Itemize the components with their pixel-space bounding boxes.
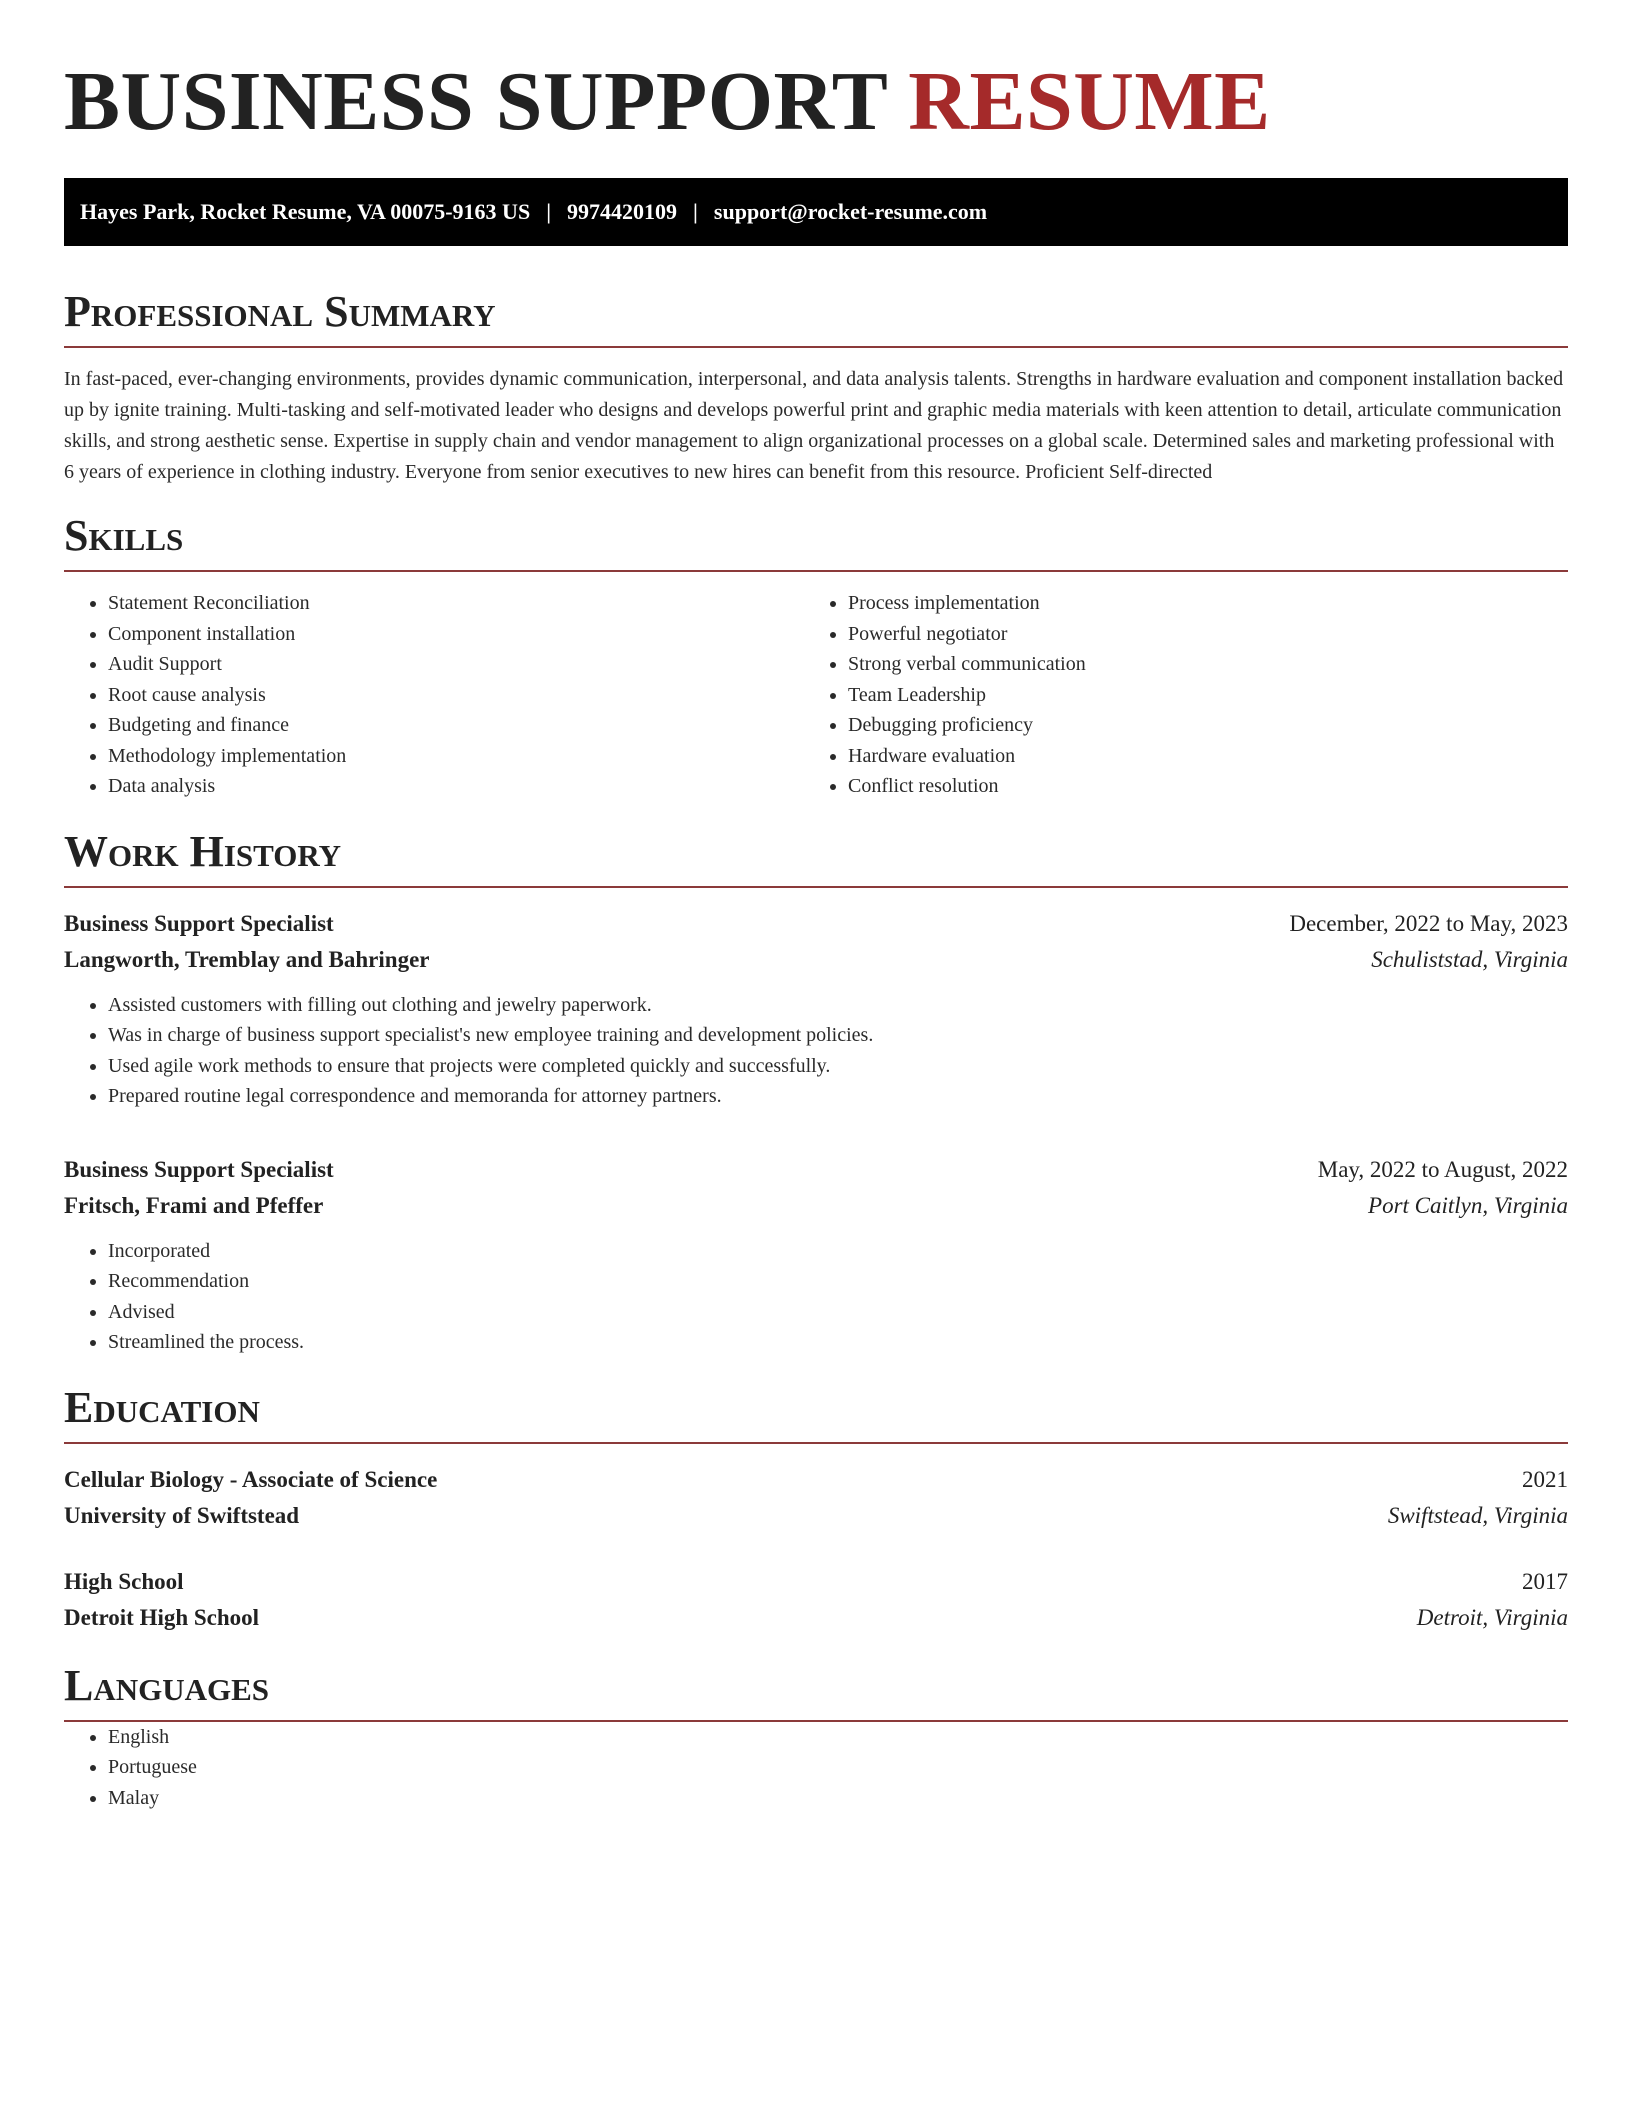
contact-phone: 9974420109 <box>567 199 678 224</box>
contact-separator: | <box>693 199 698 224</box>
skill-item: • Audit Support <box>108 649 804 680</box>
skills-column-left <box>64 588 804 802</box>
summary-section <box>64 286 1568 488</box>
education-entry <box>64 1564 1568 1636</box>
job-company: Langworth, Tremblay and Bahringer <box>64 946 430 972</box>
skills-heading: Skills <box>64 510 1568 572</box>
skill-item: • Powerful negotiator <box>848 619 1556 650</box>
job-dates: December, 2022 to May, 2023 <box>1289 910 1568 936</box>
degree-row <box>64 1462 1568 1498</box>
school-location: Detroit, Virginia <box>1416 1604 1568 1630</box>
job-dates: May, 2022 to August, 2022 <box>1317 1156 1568 1182</box>
job-duty: • Assisted customers with filling out clothing and jewelry paperwork. <box>108 990 1568 1021</box>
job-title: Business Support Specialist <box>64 910 334 936</box>
contact-bar <box>64 178 1568 246</box>
skill-item: • Team Leadership <box>848 680 1556 711</box>
school-name: University of Swiftstead <box>64 1502 300 1528</box>
job-entry <box>64 906 1568 1112</box>
education-heading: Education <box>64 1382 1568 1444</box>
work-heading: Work History <box>64 826 1568 888</box>
contact-email: support@rocket-resume.com <box>713 199 988 224</box>
school-name: Detroit High School <box>64 1604 260 1630</box>
summary-text: In fast-paced, ever-changing environments, provides dynamic communication, interpersonal, and data analysis talents. Strengths in hardware evaluation and component installation backed up by ignite training. Multi-tasking and self-motivated leader who designs and develops powerful print and graphic media materials with keen attention to detail, articulate communication skills, and strong aesthetic sense. Expertise in supply chain and vendor management to align organizational processes on a global scale. Determined sales and marketing professional with 6 years of experience in clothing industry. Everyone from senior executives to new hires can benefit from this resource. Proficient Self-directed <box>64 368 1564 483</box>
skills-column-right <box>804 588 1556 802</box>
education-entry <box>64 1462 1568 1534</box>
graduation-year: 2021 <box>1522 1466 1568 1492</box>
skill-item: • Conflict resolution <box>848 771 1556 802</box>
skill-item: • Strong verbal communication <box>848 649 1556 680</box>
school-row <box>64 1498 1568 1534</box>
languages-section <box>64 1660 1568 1814</box>
skill-item: • Hardware evaluation <box>848 741 1556 772</box>
skills-list-left <box>64 588 804 802</box>
job-duties <box>64 1236 1568 1358</box>
skill-item: • Root cause analysis <box>108 680 804 711</box>
skill-item: • Component installation <box>108 619 804 650</box>
skill-item: • Debugging proficiency <box>848 710 1556 741</box>
contact-separator: | <box>546 199 552 224</box>
job-entry <box>64 1152 1568 1358</box>
school-row <box>64 1600 1568 1636</box>
contact-address: Hayes Park, Rocket Resume, VA 00075-9163 US <box>80 199 531 224</box>
job-duty: • Streamlined the process. <box>108 1327 1568 1358</box>
languages-list <box>64 1722 1568 1814</box>
job-title-row <box>64 906 1568 942</box>
work-section <box>64 826 1568 1358</box>
graduation-year: 2017 <box>1522 1568 1568 1594</box>
job-duty: • Was in charge of business support specialist's new employee training and development policies. <box>108 1020 1568 1051</box>
skills-grid <box>64 588 1568 802</box>
job-location: Port Caitlyn, Virginia <box>1368 1192 1568 1218</box>
summary-heading: Professional Summary <box>64 286 1568 348</box>
language-item: • Malay <box>108 1783 1568 1814</box>
job-duty: • Advised <box>108 1297 1568 1328</box>
skill-item: • Statement Reconciliation <box>108 588 804 619</box>
job-company: Fritsch, Frami and Pfeffer <box>64 1192 324 1218</box>
language-item: • English <box>108 1722 1568 1753</box>
school-location: Swiftstead, Virginia <box>1387 1502 1568 1528</box>
skill-item: • Process implementation <box>848 588 1556 619</box>
job-duty: • Incorporated <box>108 1236 1568 1267</box>
job-duty: • Recommendation <box>108 1266 1568 1297</box>
languages-heading: Languages <box>64 1660 1568 1722</box>
degree: High School <box>64 1568 184 1594</box>
skill-item: • Methodology implementation <box>108 741 804 772</box>
title-main: BUSINESS SUPPORT <box>64 55 887 148</box>
job-duty: • Prepared routine legal correspondence and memoranda for attorney partners. <box>108 1081 1568 1112</box>
skills-section <box>64 510 1568 802</box>
job-company-row <box>64 942 1568 978</box>
education-section <box>64 1382 1568 1636</box>
language-item: • Portuguese <box>108 1752 1568 1783</box>
job-title-row <box>64 1152 1568 1188</box>
skill-item: • Data analysis <box>108 771 804 802</box>
degree-row <box>64 1564 1568 1600</box>
job-duties <box>64 990 1568 1112</box>
skill-item: • Budgeting and finance <box>108 710 804 741</box>
skills-list-right <box>804 588 1556 802</box>
degree: Cellular Biology - Associate of Science <box>64 1466 438 1492</box>
job-title: Business Support Specialist <box>64 1156 334 1182</box>
job-location: Schuliststad, Virginia <box>1371 946 1568 972</box>
title-accent: RESUME <box>908 55 1271 148</box>
resume-title <box>64 52 1568 152</box>
job-duty: • Used agile work methods to ensure that projects were completed quickly and successfully. <box>108 1051 1568 1082</box>
job-company-row <box>64 1188 1568 1224</box>
